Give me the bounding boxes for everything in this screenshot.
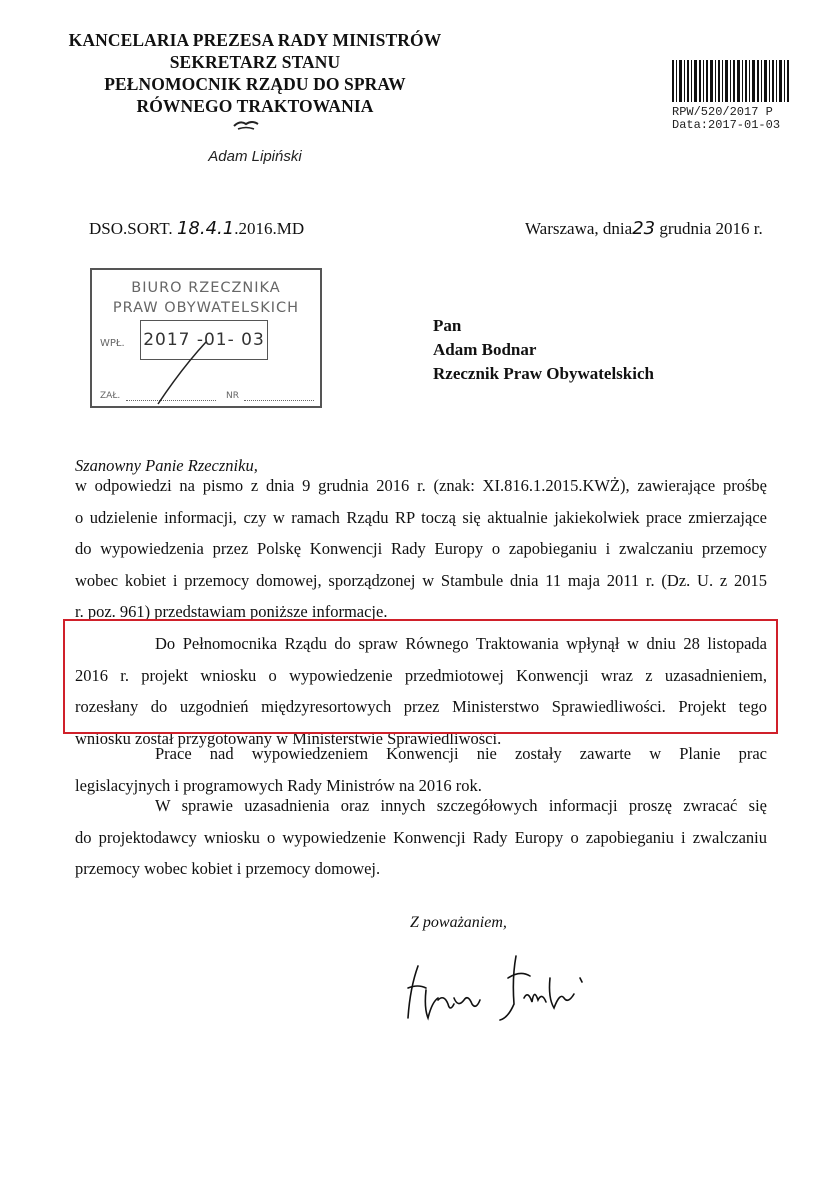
paragraph-4 [75,790,767,885]
place-prefix: Warszawa, dnia [525,219,633,238]
stamp-zal-label: ZAŁ. [100,391,121,401]
reference-handwritten: 18.4.1 [176,218,235,239]
p1-line-4: wobec kobiet i przemocy domowej, sporządzonej w Stambule dnia 11 maja 2011 r. (Dz. U. z 2015 [75,570,767,590]
signer-name: Adam Lipiński [208,148,302,165]
addressee-line-3: Rzecznik Praw Obywatelskich [433,364,654,383]
header-line-1: KANCELARIA PREZESA RADY MINISTRÓW [68,30,442,50]
reference-prefix: DSO.SORT. [89,219,173,238]
p2-line-4: wniosku został przygotowany w Ministerstwie Sprawiedliwości. [75,728,502,748]
handwritten-day: 23 [632,218,656,239]
addressee-line-1: Pan [433,316,462,335]
p4-line-2: do projektodawcy wniosku o wypowiedzenie Konwencji Rady Europy o zapobieganiu i zwalczaniu [75,827,767,847]
p1-line-5: r. poz. 961) przedstawiam poniższe informacje. [75,602,388,621]
highlight-box [63,619,778,734]
barcode-date: Data:2017-01-03 [672,118,781,132]
stamp-nr-label: NR [226,391,239,401]
paragraph-1 [75,470,767,628]
document-reference [89,218,304,239]
p3-line-2: legislacyjnych i programowych Rady Ministrów na 2016 rok. [75,775,482,795]
header-line-4: RÓWNEGO TRAKTOWANIA [136,96,374,116]
header-line-2: SEKRETARZ STANU [169,52,341,72]
barcode-reference [672,106,780,132]
p4-line-3: przemocy wobec kobiet i przemocy domowej. [75,859,381,878]
place-and-date [525,218,763,239]
barcode-icon [672,60,790,102]
handwritten-slash-icon [152,340,212,406]
barcode-code: RPW/520/2017 P [672,105,773,119]
p2-line-3: rozesłany do uzgodnień międzyresortowych przez Ministerstwo Sprawiedliwości. Projekt tego [75,697,767,716]
p4-line-1: W sprawie uzasadnienia oraz innych szczegółowych informacji proszę zwracać się [155,796,767,815]
reference-suffix: .2016.MD [234,219,305,238]
p2-line-2: 2016 r. projekt wniosku o wypowiedzenie przedmiotowej Konwencji wraz z uzasadnieniem, [75,665,767,685]
stamp-nr-dots [244,400,314,401]
eagle-emblem-icon [232,118,260,132]
stamp-wpl-label: WPŁ. [100,338,125,349]
p2-line-1: Do Pełnomocnika Rządu do spraw Równego Traktowania wpłynął w dniu 28 listopada [155,634,767,653]
header-line-3: PEŁNOMOCNIK RZĄDU DO SPRAW [104,74,406,94]
p1-line-3: do wypowiedzenia przez Polskę Konwencji Rady Europy o zapobieganiu i zwalczaniu przemocy [75,539,767,558]
p3-line-1: Prace nad wypowiedzeniem Konwencji nie zostały zawarte w Planie prac [155,744,767,763]
handwritten-signature-icon [404,948,604,1028]
stamp-date: 2017 -01- 03 [143,330,265,350]
salutation: Szanowny Panie Rzeczniku, [75,456,258,475]
p1-line-2: o udzielenie informacji, czy w ramach Rządu RP toczą się aktualnie jakiekolwiek prace zmierzające [75,507,767,527]
p1-line-1: w odpowiedzi na pismo z dnia 9 grudnia 2016 r. (znak: XI.816.1.2015.KWŻ), zawierające prośbę [75,476,767,495]
stamp-title-1: BIURO RZECZNIKA [131,280,281,296]
closing: Z poważaniem, [410,914,507,931]
date-suffix: grudnia 2016 r. [659,219,763,238]
stamp-title-2: PRAW OBYWATELSKICH [112,300,300,316]
receipt-stamp [90,268,322,408]
addressee-line-2: Adam Bodnar [433,340,537,359]
